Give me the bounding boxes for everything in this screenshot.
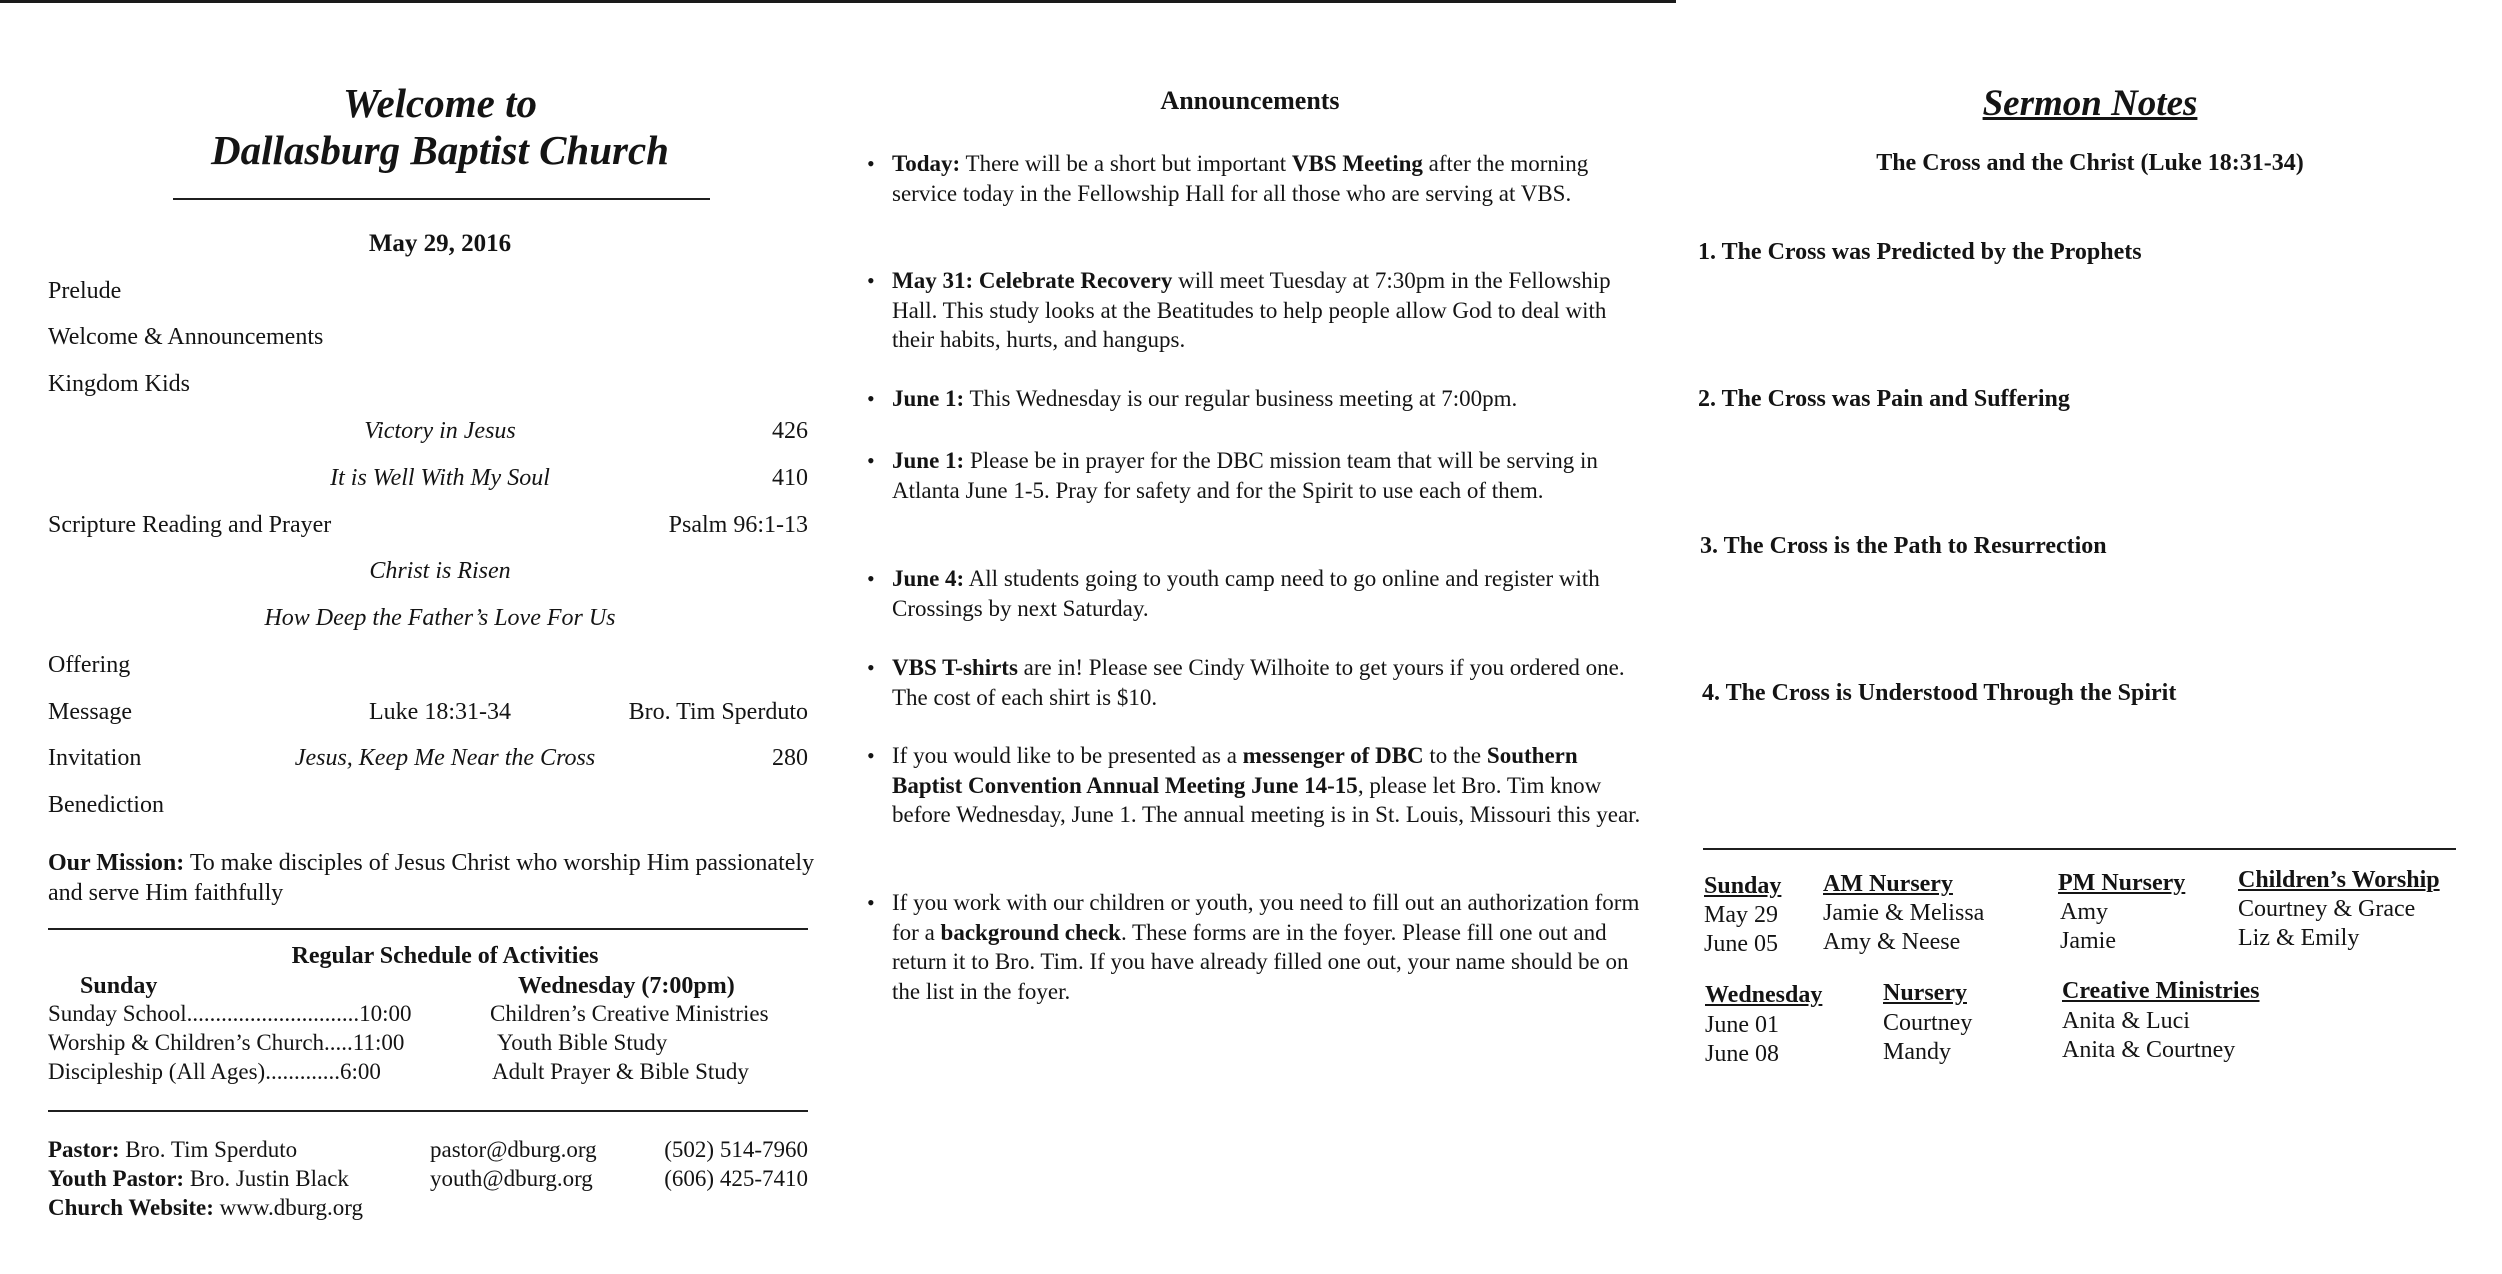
schedule-title: Regular Schedule of Activities <box>291 943 599 969</box>
youth-pastor-phone: (606) 425-7410 <box>664 1166 808 1191</box>
bullet-icon: • <box>867 890 875 915</box>
message-speaker: Bro. Tim Sperduto <box>628 699 808 725</box>
order-offering: Offering <box>48 652 131 678</box>
sunday-date: May 29 <box>1704 902 1778 928</box>
nursery-sunday-header: Sunday <box>1704 873 1782 899</box>
welcome-line-1: Welcome to <box>343 80 537 126</box>
order-message: Message <box>48 699 132 725</box>
sermon-point: 4. The Cross is Understood Through the Spirit <box>1702 680 2177 706</box>
schedule-sunday-header: Sunday <box>80 973 158 999</box>
hymn-number: 426 <box>772 418 808 444</box>
am-nursery-worker: Amy & Neese <box>1823 929 1961 955</box>
nursery-wednesday-header: Wednesday <box>1705 982 1823 1008</box>
pastor-email: pastor@dburg.org <box>430 1137 597 1162</box>
order-prelude: Prelude <box>48 278 122 304</box>
heading-divider <box>173 198 710 200</box>
wednesday-date: June 08 <box>1705 1041 1779 1067</box>
pm-nursery-header: PM Nursery <box>2058 870 2186 896</box>
childrens-worship-header: Children’s Worship <box>2238 867 2440 893</box>
pm-nursery-worker: Jamie <box>2060 928 2116 954</box>
youth-pastor-label: Youth Pastor: <box>48 1166 185 1191</box>
sunday-date: June 05 <box>1704 931 1778 957</box>
hymn-number: 410 <box>772 465 808 491</box>
schedule-sunday-item: Worship & Children’s Church.....11:00 <box>48 1030 405 1055</box>
wednesday-nursery-worker: Courtney <box>1883 1010 1973 1036</box>
website-url: www.dburg.org <box>213 1195 363 1220</box>
invitation-song: Jesus, Keep Me Near the Cross <box>294 745 596 771</box>
song-title: Christ is Risen <box>369 558 511 584</box>
order-kingdom-kids: Kingdom Kids <box>48 371 191 397</box>
bullet-icon: • <box>867 448 875 473</box>
bullet-icon: • <box>867 151 875 176</box>
sermon-notes-title: Sermon Notes <box>1982 83 2198 124</box>
schedule-wednesday-item: Children’s Creative Ministries <box>490 1001 769 1026</box>
announcements-title: Announcements <box>1160 86 1340 115</box>
schedule-divider-top <box>48 928 808 930</box>
pastor-name: Bro. Tim Sperduto <box>119 1137 298 1162</box>
mission-statement <box>48 848 818 908</box>
announcement-item: • VBS T-shirts are in! Please see Cindy Wilhoite to get yours if you ordered one. The cost of each shirt is $10. <box>867 655 1625 710</box>
pastor-phone: (502) 514-7960 <box>664 1137 808 1162</box>
bullet-icon: • <box>867 655 875 680</box>
wednesday-nursery-worker: Mandy <box>1883 1039 1951 1065</box>
childrens-worship-worker: Liz & Emily <box>2238 925 2360 951</box>
announcement-item: • June 1: Please be in prayer for the DBC mission team that will be serving in Atlanta June 1-5. Pray for safety and for the Spirit to use each of them. <box>867 448 1598 503</box>
pastor-label: Pastor: <box>48 1137 120 1162</box>
schedule-sunday-item: Sunday School..............................10:00 <box>48 1001 412 1026</box>
song-title: How Deep the Father’s Love For Us <box>264 605 616 631</box>
service-date: May 29, 2016 <box>368 230 512 257</box>
message-reference: Luke 18:31-34 <box>369 699 511 725</box>
order-benediction: Benediction <box>48 792 164 818</box>
schedule-wednesday-item: Adult Prayer & Bible Study <box>492 1059 749 1084</box>
announcement-item: • June 4: All students going to youth camp need to go online and register with Crossings by next Saturday. <box>867 566 1600 621</box>
sermon-point: 2. The Cross was Pain and Suffering <box>1698 386 2070 412</box>
song-title: Victory in Jesus <box>364 418 516 444</box>
scan-top-border <box>0 0 1676 3</box>
announcement-item: • If you would like to be presented as a messenger of DBC to the Southern Baptist Convention Annual Meeting June 14-15, please let Bro. Tim know before Wednesday, June 1. The annual meeting is in St. Louis, Missouri this year. <box>867 743 1641 827</box>
bullet-icon: • <box>867 743 875 768</box>
announcement-item: • Today: There will be a short but important VBS Meeting after the morning service today in the Fellowship Hall for all those who are serving at VBS. <box>867 151 1589 206</box>
wednesday-date: June 01 <box>1705 1012 1779 1038</box>
order-invitation: Invitation <box>48 745 142 771</box>
sermon-point: 3. The Cross is the Path to Resurrection <box>1700 533 2107 559</box>
schedule-divider-bottom <box>48 1110 808 1112</box>
youth-pastor-line <box>48 1166 349 1192</box>
sermon-subtitle: The Cross and the Christ (Luke 18:31-34) <box>1876 150 2304 176</box>
youth-pastor-email: youth@dburg.org <box>430 1166 593 1191</box>
scripture-reference: Psalm 96:1-13 <box>668 512 808 538</box>
welcome-heading <box>160 80 720 174</box>
nursery-divider <box>1703 848 2456 850</box>
schedule-wednesday-item: Youth Bible Study <box>497 1030 668 1055</box>
am-nursery-worker: Jamie & Melissa <box>1823 900 1985 926</box>
website-label: Church Website: <box>48 1195 214 1220</box>
announcement-item: • June 1: This Wednesday is our regular business meeting at 7:00pm. <box>892 384 1644 414</box>
pm-nursery-worker: Amy <box>2060 899 2108 925</box>
childrens-worship-worker: Courtney & Grace <box>2238 896 2416 922</box>
church-name: Dallasburg Baptist Church <box>211 127 669 174</box>
mission-text: To make disciples of Jesus Christ who worship Him passionately and serve Him faithfully <box>48 850 815 906</box>
website-line <box>48 1195 363 1221</box>
creative-ministries-worker: Anita & Courtney <box>2062 1037 2236 1063</box>
bullet-icon: • <box>867 566 875 591</box>
bullet-icon: • <box>867 268 875 293</box>
creative-ministries-worker: Anita & Luci <box>2062 1008 2190 1034</box>
announcement-item: • If you work with our children or youth, you need to fill out an authorization form for a background check. These forms are in the foyer. Please fill one out and return it to Bro. Tim. If you have already filled one out, your name should be on the list in the foyer. <box>867 890 1640 1004</box>
creative-ministries-header: Creative Ministries <box>2062 978 2260 1004</box>
announcement-item: • May 31: Celebrate Recovery will meet Tuesday at 7:30pm in the Fellowship Hall. This study looks at the Beatitudes to help people allow God to deal with their habits, hurts, and hangups. <box>867 268 1611 352</box>
mission-label: Our Mission: <box>48 850 185 876</box>
hymn-number: 280 <box>772 745 808 771</box>
schedule-sunday-item: Discipleship (All Ages).............6:00 <box>48 1059 381 1084</box>
youth-pastor-name: Bro. Justin Black <box>184 1166 349 1191</box>
pastor-line <box>48 1137 297 1163</box>
sermon-point: 1. The Cross was Predicted by the Prophets <box>1698 239 2142 265</box>
am-nursery-header: AM Nursery <box>1823 871 1953 897</box>
wednesday-nursery-header: Nursery <box>1883 980 1967 1006</box>
order-welcome: Welcome & Announcements <box>48 324 324 350</box>
song-title: It is Well With My Soul <box>330 465 550 491</box>
schedule-wednesday-header: Wednesday (7:00pm) <box>518 973 735 999</box>
order-scripture: Scripture Reading and Prayer <box>48 512 332 538</box>
bullet-icon: • <box>867 386 875 411</box>
